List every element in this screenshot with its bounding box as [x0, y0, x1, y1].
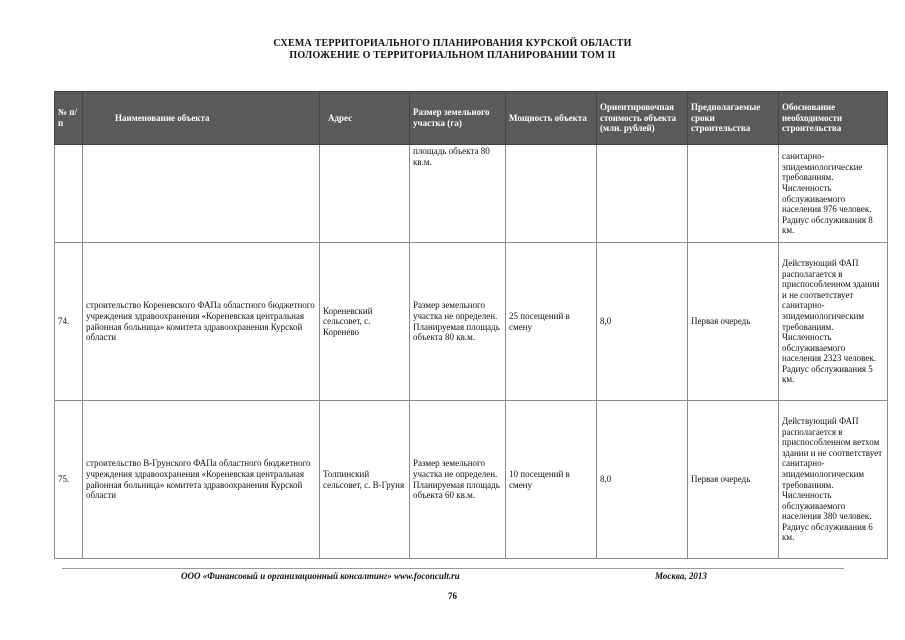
cell-name: [83, 145, 320, 243]
col-header-basis: Обоснование необходимости строительства: [779, 92, 888, 145]
cell-term: [688, 145, 779, 243]
cell-term: Первая очередь: [688, 243, 779, 401]
col-header-num: № п/п: [55, 92, 83, 145]
cell-address: Кореневский сельсовет, с. Коренево: [320, 243, 410, 401]
cell-name: строительство Кореневского ФАПа областного бюджетного учреждения здравоохранения «Кореневская центральная районная больница» комитета здравоохранения Курской области: [83, 243, 320, 401]
table-row: [55, 243, 888, 401]
cell-name: строительство В-Грунского ФАПа областного бюджетного учреждения здравоохранения «Кореневская центральная районная больница» комитета здравоохранения Курской области: [83, 401, 320, 559]
cell-size: площадь объекта 80 кв.м.: [410, 145, 506, 243]
cell-basis: санитарно-эпидемиологические требованиям. Численность обслуживаемого населения 976 человек. Радиус обслуживания 8 км.: [779, 145, 888, 243]
footer-divider: [62, 568, 844, 569]
col-header-cost: Ориентировочная стоимость объекта (млн. рублей): [597, 92, 688, 145]
col-header-term: Предполагаемые сроки строительства: [688, 92, 779, 145]
header-subtitle: ПОЛОЖЕНИЕ О ТЕРРИТОРИАЛЬНОМ ПЛАНИРОВАНИИ ТОМ II: [289, 50, 616, 61]
cell-num: 74.: [55, 243, 83, 401]
cell-basis: Действующий ФАП располагается в приспособленном ветхом здании и не соответствует санитарно-эпидемиологическим требованиям. Численность обслуживаемого населения 380 человек. Радиус обслуживания 6 км.: [779, 401, 888, 559]
page-number: 76: [448, 591, 457, 601]
col-header-address: Адрес: [320, 92, 410, 145]
col-header-size: Размер земельного участка (га): [410, 92, 506, 145]
cell-address: Толпинский сельсовет, с. В-Груня: [320, 401, 410, 559]
cell-cost: 8,0: [597, 401, 688, 559]
document-header: [0, 38, 905, 62]
table-row: [55, 145, 888, 243]
cell-cost: 8,0: [597, 243, 688, 401]
cell-capacity: 25 посещений в смену: [506, 243, 597, 401]
col-header-name: Наименование объекта: [83, 92, 320, 145]
footer-city-year: Москва, 2013: [655, 571, 707, 581]
cell-capacity: [506, 145, 597, 243]
footer-company: ООО «Финансовый и организационный консалтинг» www.foconcult.ru: [181, 571, 460, 581]
cell-size: Размер земельного участка не определен. Планируемая площадь объекта 60 кв.м.: [410, 401, 506, 559]
cell-term: Первая очередь: [688, 401, 779, 559]
cell-basis: Действующий ФАП располагается в приспособленном здании и не соответствует санитарно-эпидемиологическим требованиям. Численность обслуживаемого населения 2323 человек. Радиус обслуживания 5 км.: [779, 243, 888, 401]
col-header-capacity: Мощность объекта: [506, 92, 597, 145]
cell-cost: [597, 145, 688, 243]
cell-address: [320, 145, 410, 243]
cell-size: Размер земельного участка не определен. Планируемая площадь объекта 80 кв.м.: [410, 243, 506, 401]
cell-num: [55, 145, 83, 243]
table-header-row: [55, 92, 888, 145]
cell-capacity: 10 посещений в смену: [506, 401, 597, 559]
header-title: СХЕМА ТЕРРИТОРИАЛЬНОГО ПЛАНИРОВАНИЯ КУРСКОЙ ОБЛАСТИ: [273, 38, 632, 49]
table-row: [55, 401, 888, 559]
cell-num: 75.: [55, 401, 83, 559]
objects-table: [54, 91, 888, 559]
